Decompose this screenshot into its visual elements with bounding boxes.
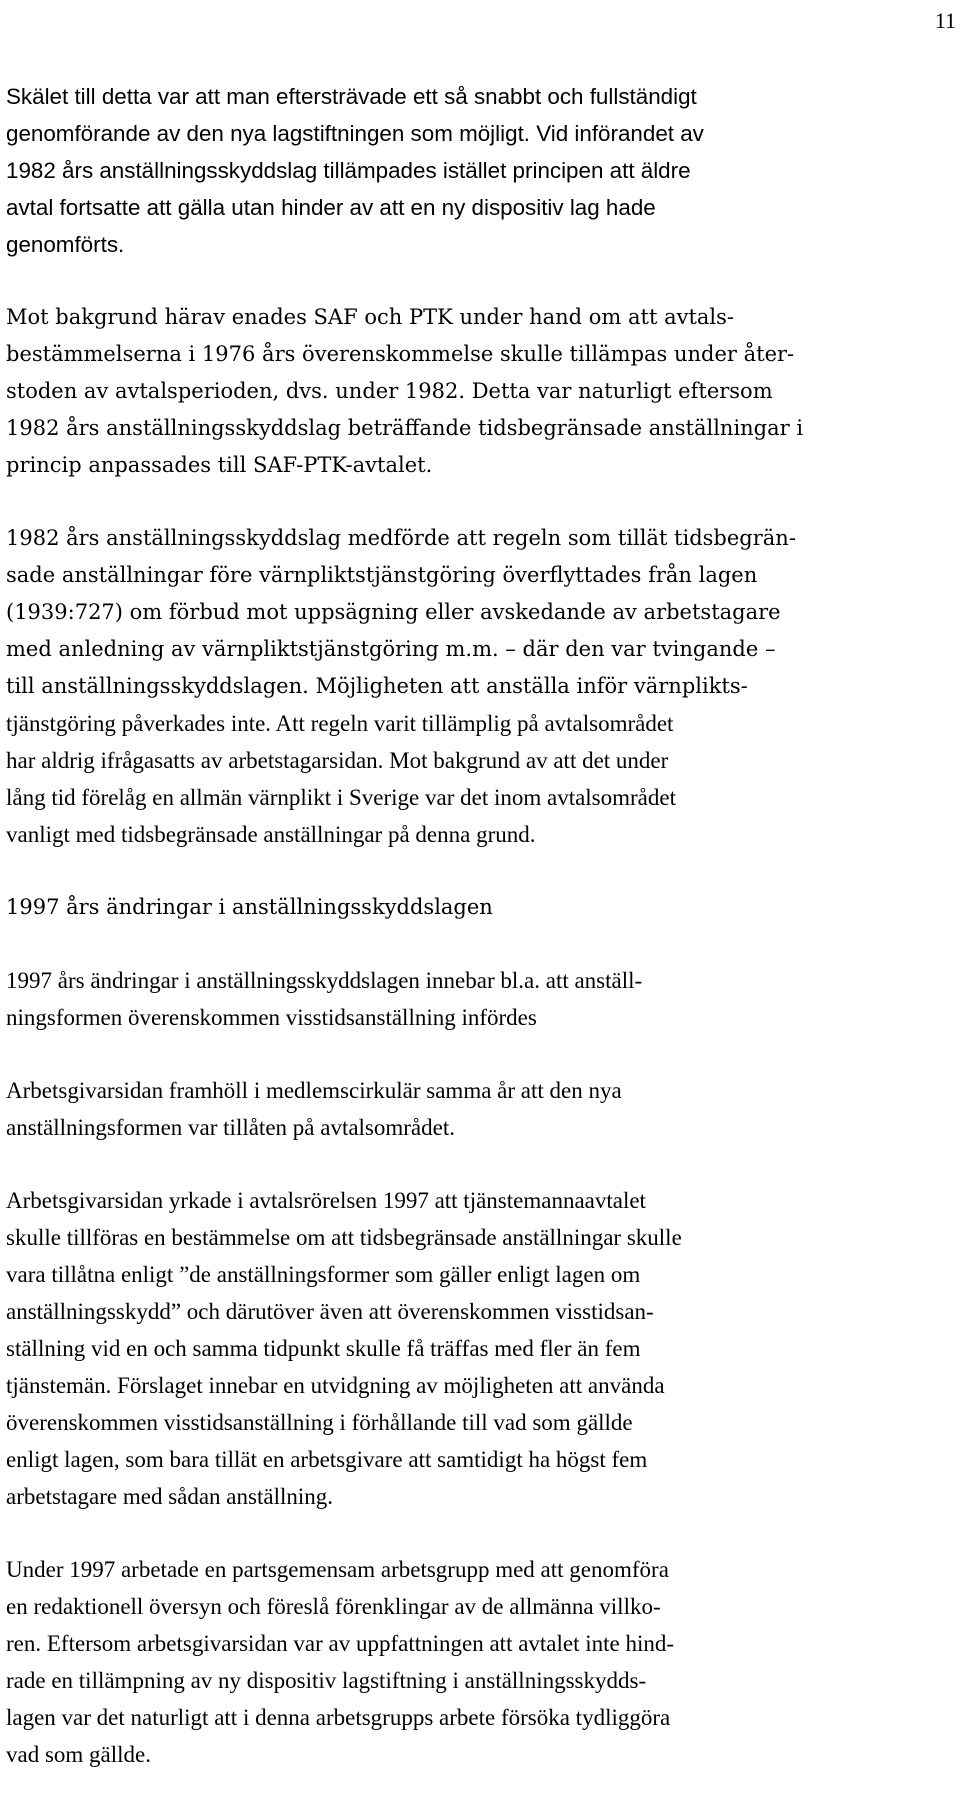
text-line: lång tid förelåg en allmän värnplikt i Sverige var det inom avtalsområdet — [6, 785, 676, 810]
text-line: 1982 års anställningsskyddslag medförde att regeln som tillät tidsbegrän- — [6, 526, 796, 550]
paragraph-4 — [6, 962, 954, 1036]
text-line: genomförts. — [6, 232, 125, 257]
text-line: anställningsformen var tillåten på avtalsområdet. — [6, 1115, 455, 1140]
text-line: rade en tillämpning av ny dispositiv lagstiftning i anställningsskydds- — [6, 1668, 647, 1693]
text-line: princip anpassades till SAF-PTK-avtalet. — [6, 453, 433, 477]
text-line: vad som gällde. — [6, 1742, 151, 1767]
paragraph-3 — [6, 520, 954, 853]
text-line: enligt lagen, som bara tillät en arbetsgivare att samtidigt ha högst fem — [6, 1447, 648, 1472]
text-line: 1982 års anställningsskyddslag beträffande tidsbegränsade anställningar i — [6, 416, 804, 440]
text-line: ningsformen överenskommen visstidsanställning infördes — [6, 1005, 537, 1030]
paragraph-5 — [6, 1072, 954, 1146]
text-line: 1997 års ändringar i anställningsskyddslagen innebar bl.a. att anställ- — [6, 968, 643, 993]
text-line: tjänstgöring påverkades inte. Att regeln varit tillämplig på avtalsområdet — [6, 711, 674, 736]
text-line: överenskommen visstidsanställning i förhållande till vad som gällde — [6, 1410, 633, 1435]
text-line: bestämmelserna i 1976 års överenskommelse skulle tillämpas under åter- — [6, 342, 795, 366]
paragraph-7 — [6, 1551, 954, 1773]
text-line: vanligt med tidsbegränsade anställningar på denna grund. — [6, 822, 536, 847]
text-line: avtal fortsatte att gälla utan hinder av att en ny dispositiv lag hade — [6, 195, 656, 220]
text-line: anställningsskydd” och därutöver även att överenskommen visstidsan- — [6, 1299, 654, 1324]
document-body — [6, 78, 954, 1773]
text-line: ställning vid en och samma tidpunkt skulle få träffas med fler än fem — [6, 1336, 641, 1361]
paragraph-2 — [6, 299, 954, 484]
section-heading-text: 1997 års ändringar i anställningsskyddslagen — [6, 895, 493, 919]
text-line: arbetstagare med sådan anställning. — [6, 1484, 333, 1509]
text-line: Mot bakgrund härav enades SAF och PTK under hand om att avtals- — [6, 305, 734, 329]
page-number: 11 — [934, 8, 956, 33]
text-line: vara tillåtna enligt ”de anställningsformer som gäller enligt lagen om — [6, 1262, 641, 1287]
text-line: Skälet till detta var att man eftersträvade ett så snabbt och fullständigt — [6, 84, 697, 109]
text-line: ren. Eftersom arbetsgivarsidan var av uppfattningen att avtalet inte hind- — [6, 1631, 675, 1656]
text-line: 1982 års anställningsskyddslag tillämpades istället principen att äldre — [6, 158, 691, 183]
text-line: till anställningsskyddslagen. Möjligheten att anställa inför värnplikts- — [6, 674, 748, 698]
text-line: sade anställningar före värnpliktstjänstgöring överflyttades från lagen — [6, 563, 758, 587]
text-line: lagen var det naturligt att i denna arbetsgrupps arbete försöka tydliggöra — [6, 1705, 671, 1730]
text-line: med anledning av värnpliktstjänstgöring m.m. – där den var tvingande – — [6, 637, 776, 661]
text-line: Under 1997 arbetade en partsgemensam arbetsgrupp med att genomföra — [6, 1557, 669, 1582]
text-line: skulle tillföras en bestämmelse om att tidsbegränsade anställningar skulle — [6, 1225, 682, 1250]
text-line: (1939:727) om förbud mot uppsägning eller avskedande av arbetstagare — [6, 600, 781, 624]
text-line: tjänstemän. Förslaget innebar en utvidgning av möjligheten att använda — [6, 1373, 665, 1398]
text-line: har aldrig ifrågasatts av arbetstagarsidan. Mot bakgrund av att det under — [6, 748, 669, 773]
text-line: genomförande av den nya lagstiftningen som möjligt. Vid införandet av — [6, 121, 704, 146]
paragraph-1 — [6, 78, 954, 263]
text-line: Arbetsgivarsidan framhöll i medlemscirkulär samma år att den nya — [6, 1078, 622, 1103]
section-heading — [6, 889, 954, 926]
text-line: stoden av avtalsperioden, dvs. under 1982. Detta var naturligt eftersom — [6, 379, 773, 403]
text-line: Arbetsgivarsidan yrkade i avtalsrörelsen 1997 att tjänstemannaavtalet — [6, 1188, 646, 1213]
text-line: en redaktionell översyn och föreslå förenklingar av de allmänna villko- — [6, 1594, 661, 1619]
paragraph-6 — [6, 1182, 954, 1515]
